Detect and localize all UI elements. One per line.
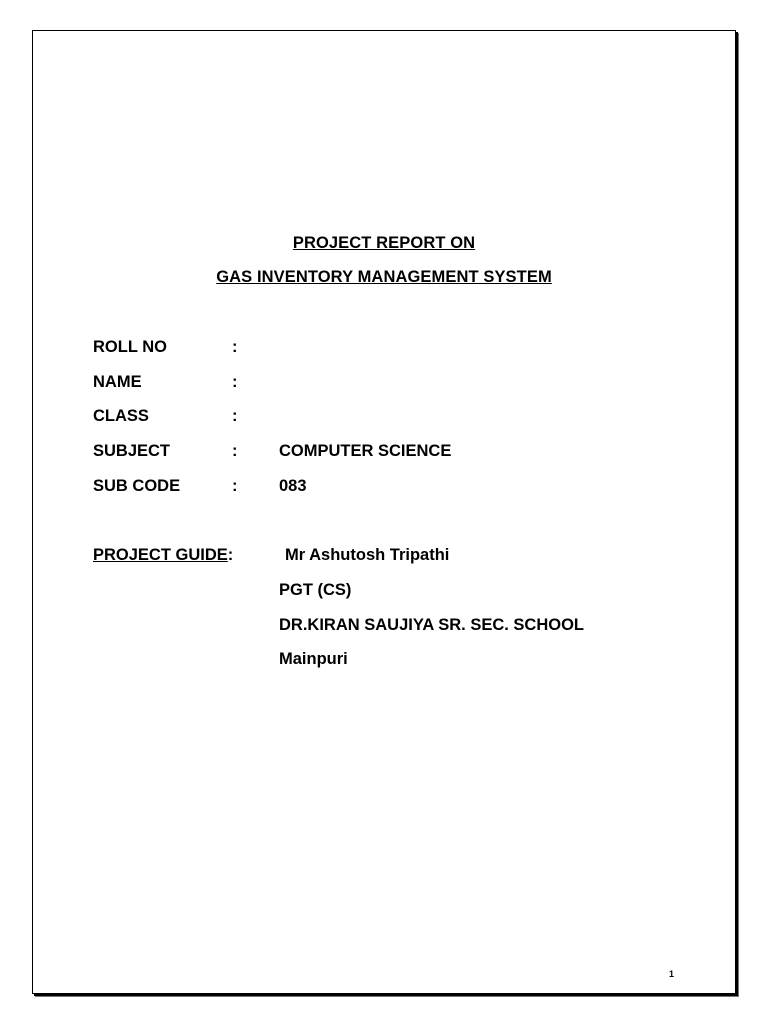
project-guide-label-text: PROJECT GUIDE bbox=[93, 546, 228, 564]
sub-code-label: SUB CODE bbox=[93, 477, 181, 495]
name-label: NAME bbox=[93, 373, 142, 391]
guide-name: Mr Ashutosh Tripathi bbox=[285, 546, 450, 564]
guide-designation: PGT (CS) bbox=[279, 581, 352, 599]
subject-value: COMPUTER SCIENCE bbox=[279, 442, 452, 460]
sub-code-colon: : bbox=[232, 477, 238, 495]
subject-colon: : bbox=[232, 442, 238, 460]
project-guide-colon: : bbox=[227, 546, 234, 564]
report-title-line-1: PROJECT REPORT ON bbox=[292, 234, 476, 252]
page-border bbox=[32, 30, 736, 994]
class-colon: : bbox=[232, 407, 238, 425]
roll-no-label: ROLL NO bbox=[93, 338, 167, 356]
name-colon: : bbox=[232, 373, 238, 391]
project-guide-label bbox=[93, 546, 233, 565]
subject-label: SUBJECT bbox=[93, 442, 171, 460]
sub-code-value: 083 bbox=[279, 477, 307, 495]
page-number: 1 bbox=[669, 969, 675, 979]
class-label: CLASS bbox=[93, 407, 149, 425]
roll-no-colon: : bbox=[232, 338, 238, 356]
report-title-line-2: GAS INVENTORY MANAGEMENT SYSTEM bbox=[216, 268, 552, 286]
guide-school: DR.KIRAN SAUJIYA SR. SEC. SCHOOL bbox=[279, 616, 584, 634]
guide-city: Mainpuri bbox=[279, 650, 348, 668]
